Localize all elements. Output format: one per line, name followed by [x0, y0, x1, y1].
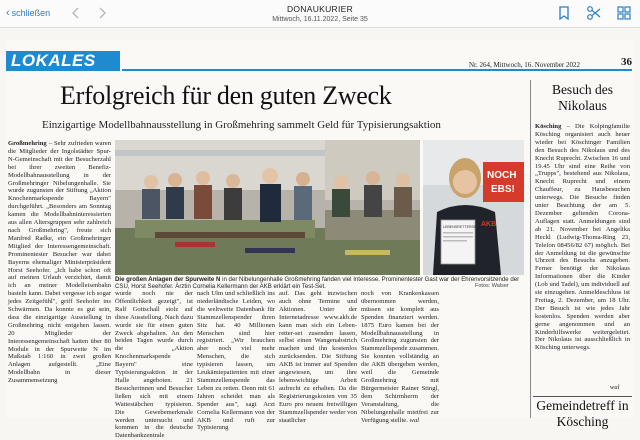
test-set-label: LEBENSRETTERSET	[443, 225, 479, 229]
sidebar-author-sign: wal	[610, 384, 620, 391]
publication-name: DONAUKURIER	[286, 4, 354, 14]
photo-credit: Fotos: Walser	[475, 283, 509, 289]
column-text: noch von Krankenkassen übernommen werden, müssen sie komplett aus Spenden finanziert werden. 1875 Euro kamen bei der Modellbahnausstellung in Großmehring zugunsten der Stammzellspende zusammen. Sie konnten vollständig an die AKB übergeben werden, weil die Gemeinde Großmehring mit Bürgermeister Rainer Stingl, dem Schirmherrn der Veranstaltung, die Nibelungenhalle mietfrei zur Verfügung stellte.	[361, 290, 440, 424]
photo-caption	[115, 276, 524, 290]
chevron-left-icon: ‹	[6, 7, 10, 19]
article-headline: Erfolgreich für den guten Zweck	[60, 81, 392, 110]
caption-lead: Die großen Anlagen der Spurweite N	[115, 276, 221, 283]
article-column-5	[361, 290, 440, 424]
app-toolbar	[0, 0, 640, 28]
column-text: – Sehr zufrieden waren die Mitglieder der Ingolstädter Spur-N-Gemeinschaft mit der Besucherzahl bei ihrer zweiten Benefiz-Modellbahnausstellung in der Großmehringer Nibelungenhalle. Sie wurde zugunsten der Stiftung „Aktion Knochenmarkspende Bayern" durchgeführt. „Besonders am Sonntag kamen die Modellbahninteressierten aus allen Altersgruppen sehr zahlreich nach Großmehring", freute sich Manfred Radke, ein Großmehringer Mitglied der Interessengemeinschaft. Prominentester Besucher war dabei Bayerns ehemaliger Ministerpräsident Horst Seehofer. „Ich habe schon oft auf meinen Urlaub verzichtet, damit ich an meiner Modelleisenbahn basteln kann. Dabei vergesse ich sogar jedes Zeitgefühl", griff Seehofer ins Schwärmen. Da konnte es gut sein, dass die einzigartige Ausstellung in Großmehring nicht entgehen lassen. 20 Mitglieder der Interessengemeinschaft hatten über 80 Module in der Spurweite N im Maßstab 1:160 in zwei großen Anlagen aufgestellt. „Eine Modellbahn in dieser Zusammensetzung	[8, 140, 111, 385]
doctor-photo	[423, 140, 524, 275]
sidebar-dateline: Kösching	[535, 123, 562, 130]
akb-badge: AKB	[481, 221, 497, 228]
publication-title	[0, 4, 640, 23]
close-label: schließen	[11, 8, 51, 18]
banner-text: NOCH	[487, 170, 517, 181]
banner-text-2: EBS!	[491, 184, 515, 195]
page-number: 36	[621, 56, 632, 68]
article-column-4: auf. Das geht inzwischen auch ohne Termine und Aktionen. Unter der Internetadresse www.akb.de kann man sich ein Leben-retter-set zusenden lassen, selbst einen Wangenabstrich machen und ihn kostenlos zurücksenden. Die Stiftung AKB ist immer auf Spenden angewiesen, um ihre lebenswichtige Arbeit aufrecht zu erhalten. Da die Registrierungskosten von 35 Euro pro neuem freiwilligen Stammzellspender weder von staatlicher	[279, 290, 358, 424]
issue-date: Mittwoch, 16.11.2022, Seite 35	[272, 16, 368, 23]
author-sign: wal	[409, 416, 420, 424]
bookmark-button[interactable]	[556, 5, 572, 21]
article-photo-doctor	[423, 140, 524, 275]
article-column-2: wurde noch nie der Öffentlichkeit gezeigt", ist Ralf Gottschall stolz auf diese Ausstellung. Nach dazu wurde sie für einen guten Zweck abgehalten. An den beiden Tagen wurde durch die „Aktion Knochenmarkspende Bayern" eine Typisierungsaktion in der Halle angeboten. 21 Besucherinnen und Besucher ließen sich mit einem Wattestäbchen typisieren. Die Gewebemerkmale werden untersucht und kommen in die deutsche Datenbankzentrale	[115, 290, 193, 440]
article-column-1	[8, 140, 111, 418]
article-subheadline: Einzigartige Modellbahnausstellung in Großmehring sammelt Geld für Typisierungsaktion	[42, 119, 441, 131]
sidebar-divider	[533, 396, 632, 397]
dateline: Großmehring	[8, 140, 47, 147]
article-photo-exhibition	[115, 140, 420, 275]
caption-text: in der Nibelungenhalle Großmehring fanden viel Interesse. Prominentester Gast war der Ehrenvorsitzende der CSU, Horst Seehofer. Ärztin Cornelia Kellermann der AKB erklärt ein Test-Set.	[115, 276, 520, 290]
bookmark-icon	[556, 5, 572, 21]
issue-info: Nr. 264, Mittwoch, 16. November 2022	[468, 61, 580, 69]
sidebar-text: – Die Kolpingfamilie Kösching organisiert auch heuer wieder bei Köschinger Familien den Besuch des Nikolaus und des Knecht Ruprecht. Zwischen 16 und 19.45 Uhr sind eine Reihe von „Trupps", bestehend aus Nikolaus, Knecht Ruprecht und einem Chauffeur, zu Hausbesuchen unterwegs. Die Besuche finden unter Beachtung der am 5. Dezember geltenden Corona-Auflagen statt. Anmeldungen sind ab 21. November bei Angelika Heckl (Ludwig-Thoma-Ring 23, Telefon 08456/82 67) möglich. Bei der Anmeldung ist die gewünschte Uhrzeit des Besuchs anzugeben. Ferner benötigt der Nikolaus Informationen über die Kinder (Lob und Tadel), um individuell auf sie einzugehen. Anmeldeschluss ist Freitag, 2. Dezember, um 18 Uhr. Der Besuch ist wie jedes Jahr kostenlos. Spenden werden aber gerne angenommen und an Kinderhilfswerke weitergeleitet. Der Nikolaus ist ausschließlich in Kösching unterwegs.	[535, 123, 630, 352]
column-divider	[530, 80, 531, 418]
sidebar-article	[535, 123, 630, 378]
grid-icon	[616, 5, 632, 21]
scissors-icon	[586, 5, 602, 21]
section-label: LOKALES	[6, 51, 120, 71]
page-overview-button[interactable]	[616, 5, 632, 21]
section-divider	[122, 69, 632, 71]
sidebar-headline: Besuch des Nikolaus	[551, 82, 614, 113]
clip-article-button[interactable]	[586, 5, 602, 21]
model-railway-photo	[115, 140, 420, 275]
sidebar-headline-2: Gemeindetreff in Kösching	[536, 398, 629, 429]
article-column-3: nach Ulm und schließlich ins niederländische Leiden, wo die weltweite Datenbank für Stammzellenspender ihren Sitz hat. 40 Millionen Menschen sind hier registriert. „Wir brauchen aber noch viel mehr Menschen, die sich typisieren lassen, um Leukämiepatienten mit einer Stammzellenspende das Leben zu retten. Denn mit 61 Jahren scheidet man als Spender aus", sagt Arzt Cornelia Kellermann von der AKB und ruft zur Typisierung	[197, 290, 275, 432]
toolbar-actions	[556, 5, 632, 21]
